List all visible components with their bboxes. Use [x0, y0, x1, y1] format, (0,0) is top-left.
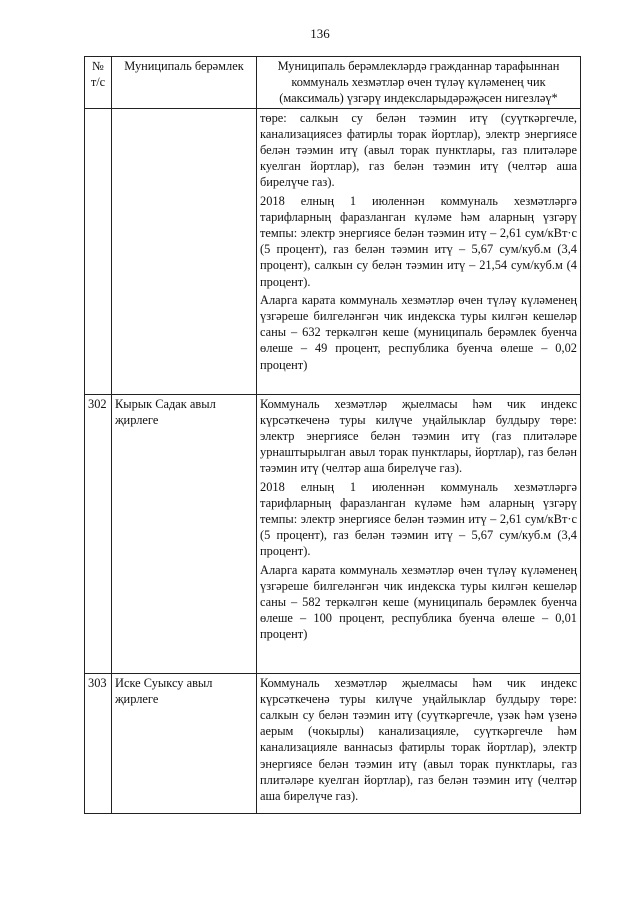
- municipal-tariff-table: [84, 56, 581, 814]
- row-description: [257, 394, 581, 673]
- row-paragraph: 2018 елның 1 июленнән коммуналь хезмәтләргә тарифларның фаразланган күләме һәм аларның үзгәрү темпы: электр энергиясе белән тәэмин итү – 2,61 сум/кВт·с (5 процент), газ белән тәэмин итү – 5,67 сум/куб.м (3,4 процент), салкын су белән тәэмин итү – 21,54 сум/куб.м (4 процент).: [260, 193, 577, 289]
- row-number: 302: [85, 394, 112, 673]
- page-number: 136: [310, 26, 330, 41]
- row-paragraph: Аларга карата коммуналь хезмәтләр өчен түләү күләменең үзгәреше билгеләнгән чик индекска туры килгән кешеләр саны – 582 теркәлгән кеше (муниципаль берәмлек буенча өлеше – 100 процент, республика буенча өлеше – 0,01 процент): [260, 562, 577, 642]
- row-paragraph: Коммуналь хезмәтләр җыелмасы һәм чик индекс күрсәткеченә туры килүче уңайлыклар булдыру төре: электр энергиясе белән тәэмин итү (газ плитәләре урнаштырылган авыл торак пунктлары, йортлар), газ белән тәэмин итү (челтәр аша бирелүче газ).: [260, 396, 577, 476]
- row-number: 303: [85, 673, 112, 813]
- row-number: [85, 108, 112, 394]
- table-row: [85, 108, 581, 394]
- header-municipality: Муниципаль берәмлек: [112, 57, 257, 109]
- row-paragraph: төре: салкын су белән тәэмин итү (суүткәргечле, канализациясез фатирлы торак йортлар), электр энергиясе белән тәэмин итү (авыл торак пунктлары, газ плитәләре куелган йортлар), газ белән тәэмин итү (челтәр аша бирелүче газ).: [260, 110, 577, 190]
- row-municipality: [112, 108, 257, 394]
- row-municipality: Иске Суыксу авыл җирлеге: [112, 673, 257, 813]
- row-municipality: Кырык Садак авыл җирлеге: [112, 394, 257, 673]
- header-justification: Муниципаль берәмлекләрдә гражданнар тарафыннан коммуналь хезмәтләр өчен түләү күләменең чик (максималь) үзгәрү индексларыдәрәҗәсен нигезләү*: [257, 57, 581, 109]
- row-paragraph: Коммуналь хезмәтләр җыелмасы һәм чик индекс күрсәткеченә туры килүче уңайлыклар булдыру төре: салкын су белән тәэмин итү (суүткәргечле, үзәк һәм үзенә аерым (чокырлы) канализацияле, суүткәргечле һәм канализацияле ваннасыз фатирлы торак йортлар), электр энергиясе белән тәэмин итү (авыл торак пунктлары, газ плитәләре куелган йортлар), газ белән тәэмин итү (челтәр аша бирелүче газ).: [260, 675, 577, 804]
- header-number: № т/с: [85, 57, 112, 109]
- table-row: [85, 673, 581, 813]
- row-description: [257, 108, 581, 394]
- row-paragraph: 2018 елның 1 июленнән коммуналь хезмәтләргә тарифларның фаразланган күләме һәм аларның үзгәрү темпы: электр энергиясе белән тәэмин итү – 2,61 сум/кВт·с (5 процент), газ белән тәэмин итү – 5,67 сум/куб.м (3,4 процент).: [260, 479, 577, 559]
- table-header-row: [85, 57, 581, 109]
- row-description: [257, 673, 581, 813]
- row-paragraph: Аларга карата коммуналь хезмәтләр өчен түләү күләменең үзгәреше билгеләнгән чик индекска туры килгән кешеләр саны – 632 теркәлгән кеше (муниципаль берәмлек буенча өлеше – 49 процент, республика буенча өлеше – 0,02 процент): [260, 292, 577, 372]
- table-row: [85, 394, 581, 673]
